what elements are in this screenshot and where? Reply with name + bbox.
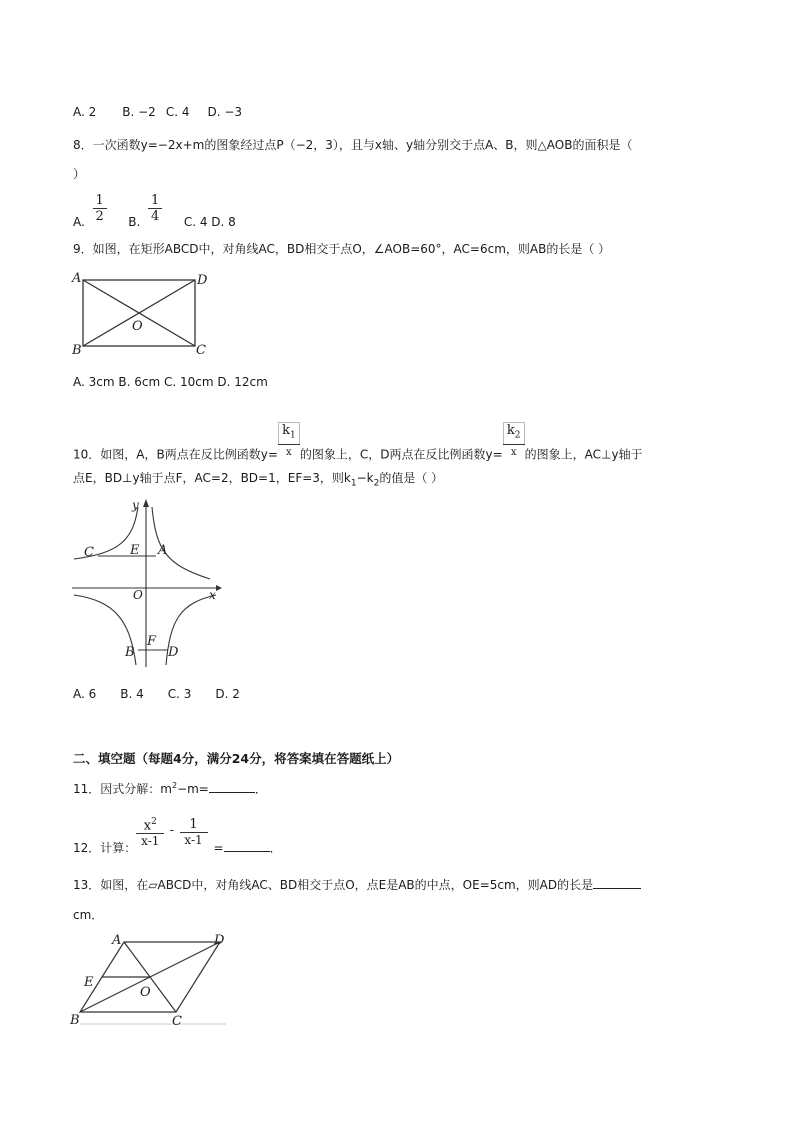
q12-answer-blank[interactable] [224, 839, 270, 852]
q9-rectangle-figure [70, 268, 215, 360]
q10-k2-numerator: $k_2$ [503, 422, 525, 444]
q8-question: 8．一次函数y=−2x+m的图象经过点P（−2，3），且与x轴、y轴分别交于点A、B，则△AOB的面积是（ [73, 138, 633, 152]
q10-k2-fraction [503, 422, 525, 460]
q13-answer-blank[interactable] [593, 876, 641, 889]
q12-f2-numerator: 1 [189, 816, 198, 832]
label-y: y [132, 498, 139, 512]
q11-answer-blank[interactable] [209, 780, 255, 793]
q13-question-line2: cm． [73, 908, 104, 922]
q10-options [73, 687, 240, 701]
label-f: F [147, 634, 157, 649]
q8-options [73, 193, 236, 229]
q8-option-a-fraction [93, 193, 107, 224]
q12-minus: - [168, 822, 176, 837]
q10-question-line1 [73, 423, 643, 474]
q12-fraction-1 [136, 815, 164, 849]
q7-option-d: D. −3 [207, 105, 243, 119]
q10-k1-numerator: $k_1$ [278, 422, 300, 444]
q10-k1-denominator: x [286, 446, 292, 458]
label-x: x [209, 588, 216, 602]
q8-option-b-numerator: 1 [151, 193, 160, 208]
q10-k2-denominator: x [510, 446, 517, 458]
q8-option-a-label: A. [73, 215, 85, 229]
q10-part2: 的图象上，C，D两点在反比例函数y= [299, 447, 503, 462]
q8-option-b-label: B. [128, 215, 141, 229]
q8-options-cd: C. 4 D. 8 [183, 215, 236, 229]
q10-part1: 10．如图，A，B两点在反比例函数y= [73, 447, 278, 462]
label-d: D [168, 645, 179, 660]
q8-question-close: ） [73, 167, 86, 181]
q10-hyperbola-figure [70, 495, 222, 670]
label-c: C [84, 545, 94, 560]
q12-fraction-2 [180, 817, 208, 848]
label-d: D [214, 933, 225, 948]
section-title-fill-in: 二、填空题（每题4分，满分24分，将答案填在答题纸上） [73, 751, 400, 766]
q10-option-b: B. 4 [120, 687, 144, 701]
label-o: O [133, 588, 143, 602]
q10-part3: 的图象上，AC⊥y轴于 [524, 447, 643, 462]
q13-question-line1: 13．如图，在▱ABCD中，对角线AC、BD相交于点O，点E是AB的中点，OE=5cm，则AD的长是 [73, 876, 641, 893]
q7-option-b: B. −2 [122, 105, 156, 119]
q11-question: 11．因式分解：$m^2-m=$ ． [73, 781, 267, 796]
q10-k1-fraction [278, 422, 300, 460]
label-a: A [158, 543, 168, 558]
q7-option-c: C. 4 [165, 105, 190, 119]
q12-prefix: 12．计算： [73, 840, 137, 855]
label-d: D [197, 273, 208, 288]
q9-options: A. 3cm B. 6cm C. 10cm D. 12cm [73, 375, 268, 389]
q12-f1-numerator: $x^2$ [143, 817, 157, 834]
x-axis-arrow [216, 585, 222, 591]
y-axis-arrow [143, 499, 149, 507]
q12-equals: = [213, 840, 224, 855]
q12-f1-denominator: x-1 [141, 834, 160, 849]
label-e: E [84, 975, 94, 990]
q8-option-a-numerator: 1 [95, 193, 104, 208]
q8-option-b-denominator: 4 [151, 209, 160, 224]
label-b: B [70, 1013, 80, 1028]
q10-option-a: A. 6 [73, 687, 97, 701]
q10-question-line2: 点E，BD⊥y轴于点F，AC=2，BD=1，EF=3，则$k_1-k_2$的值是（ ） [73, 471, 444, 489]
q9-question: 9．如图，在矩形ABCD中，对角线AC，BD相交于点O，∠AOB=60°，AC=6cm，则AB的长是（ ） [73, 242, 611, 256]
q12-f2-denominator: x-1 [184, 832, 203, 847]
q10-option-d: D. 2 [215, 687, 240, 701]
label-c: C [196, 343, 206, 358]
label-c: C [172, 1014, 182, 1028]
label-a: A [72, 271, 82, 286]
q8-option-a-denominator: 2 [95, 209, 104, 224]
label-a: A [112, 933, 122, 948]
label-b: B [125, 645, 135, 660]
q12-question: 12．计算： $\frac{x^2}{x-1}$ - $\frac{1}{x-1}$ = ． [73, 816, 282, 855]
label-o: O [132, 319, 143, 334]
q7-option-a: A. 2 [73, 105, 97, 119]
label-e: E [130, 543, 140, 558]
q13-parallelogram-figure [68, 932, 228, 1028]
label-b: B [72, 343, 82, 358]
q7-options [73, 105, 242, 119]
label-o: O [140, 985, 151, 1000]
q8-option-b-fraction [148, 193, 162, 224]
q10-option-c: C. 3 [167, 687, 192, 701]
